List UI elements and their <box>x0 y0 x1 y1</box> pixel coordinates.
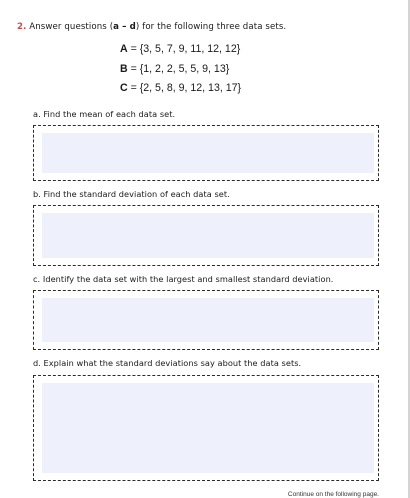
data-set-values: = {1, 2, 2, 5, 5, 9, 13} <box>127 63 230 75</box>
data-set-values: = {3, 5, 7, 9, 11, 12, 12} <box>127 43 241 55</box>
data-set-values: = {2, 5, 8, 9, 12, 13, 17} <box>127 82 242 94</box>
part-c-answer-field[interactable] <box>42 298 374 342</box>
data-set-name: A <box>120 43 128 55</box>
data-set-b <box>120 63 229 75</box>
question-range: a – d <box>113 22 136 32</box>
part-d-answer-box[interactable] <box>33 375 379 481</box>
question-suffix: ) for the following three data sets. <box>135 22 287 32</box>
data-set-name: B <box>120 63 128 75</box>
part-c-answer-box[interactable] <box>33 290 379 350</box>
part-b-label: b. Find the standard deviation of each data set. <box>33 189 230 199</box>
continue-note: Continue on the following page. <box>287 491 379 498</box>
part-a-answer-box[interactable] <box>33 125 379 181</box>
part-b-answer-box[interactable] <box>33 205 379 266</box>
question-prompt <box>17 22 286 32</box>
part-a-label: a. Find the mean of each data set. <box>33 109 176 119</box>
part-b-answer-field[interactable] <box>42 213 374 258</box>
part-a-answer-field[interactable] <box>42 133 374 173</box>
part-d-label: d. Explain what the standard deviations say about the data sets. <box>33 358 302 368</box>
question-prefix: Answer questions ( <box>26 22 114 32</box>
data-set-a <box>120 43 240 55</box>
part-d-answer-field[interactable] <box>42 383 374 473</box>
question-number: 2. <box>17 22 27 32</box>
part-c-label: c. Identify the data set with the largest and smallest standard deviation. <box>33 274 334 284</box>
data-set-name: C <box>120 82 128 94</box>
data-set-c <box>120 82 241 94</box>
